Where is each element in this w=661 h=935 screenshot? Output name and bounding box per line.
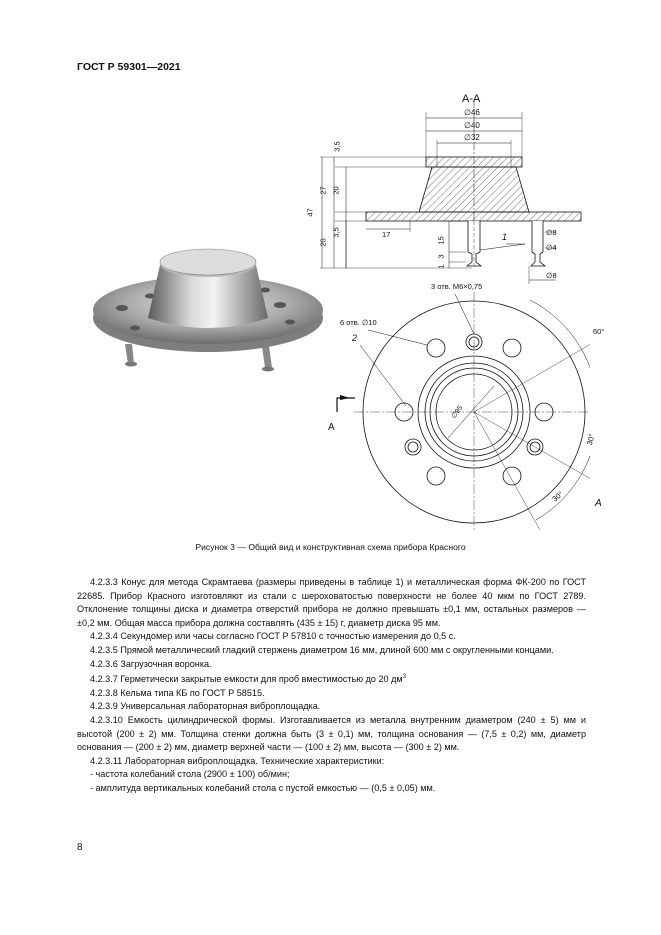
paragraph: 4.2.3.6 Загрузочная воронка. [90,658,212,669]
paragraph: 4.2.3.10 Емкость цилиндрической формы. Изготавливается из металла внутренним диаметром (240 ± 5) мм и высотой (200 ± 2) мм. Толщина стенки должна быть (3 ± 0,1) мм, толщина основания — (7,5 ± 0,2) мм, диаметр основания — (200 ± 2) мм, диаметр верхней части — (100 ± 2) мм, высота — (300 ± 2) мм. [77,714,586,753]
section-label: А-А [462,93,481,105]
paragraph-text: 4.2.3.7 Герметически закрытые емкости для проб вместимостью до 20 дм [90,674,403,685]
dim-d40: ∅40 [464,121,480,130]
angle-30a: 30° [584,432,597,447]
superscript: 3 [402,674,407,681]
dim-h15: 15 [436,236,446,245]
page-number: 8 [77,842,83,853]
dim-d4: ∅4 [546,243,557,252]
standard-header: ГОСТ Р 59301—2021 [77,61,181,73]
angle-60: 60° [593,327,605,336]
dim-h35b: 3,5 [331,227,341,238]
paragraph [77,671,586,687]
figure-caption: Рисунок 3 — Общий вид и конструктивная схема прибора Красного [195,542,466,552]
dim-d32: ∅32 [464,133,480,142]
section-mark-right: А [595,498,602,509]
device-photo [93,249,323,372]
dim-h35a: 3,5 [332,141,342,152]
paragraph: 4.2.3.11 Лабораторная виброплощадка. Технические характеристики: [90,755,385,766]
callout-1: 1 [502,232,508,242]
paragraph: 4.2.3.4 Секундомер или часы согласно ГОСТ Р 57810 с точностью измерения до 0,5 с. [90,631,456,642]
callout-2: 2 [352,333,358,343]
paragraph: - амплитуда вертикальных колебаний стола с пустой емкостью — (0,5 ± 0,05) мм. [90,782,436,793]
dim-h20b: 20 [318,238,328,247]
paragraph: 4.2.3.8 Кельма типа КБ по ГОСТ Р 58515. [90,687,265,698]
dim-h20a: 20 [331,186,341,195]
paragraph: 4.2.3.3 Конус для метода Скрамтаева (размеры приведены в таблице 1) и металлическая форма ФК-200 по ГОСТ 22685. Прибор Красного изготовляют из стали с шероховатостью поверхности не более 40 мкм по ГОСТ 2789. Отклонение толщины диска и диаметра отверстий прибора не должно превышать ±0,1 мм, остальных размеров — ±0,2 мм. Общая масса прибора должна составлять (435 ± 15) г, диаметр диска 95 мм. [77,577,586,628]
section-drawing [320,100,581,284]
paragraph: 4.2.3.5 Прямой металлический гладкий стержень диаметром 16 мм, длиной 600 мм с округленными концами. [90,644,554,655]
angle-30b: 30° [550,489,565,504]
dim-h3: 3 [436,254,446,259]
body-text [77,576,586,796]
figure-3 [90,90,605,530]
dim-h47: 47 [305,208,315,217]
paragraph: 4.2.3.9 Универсальная лабораторная виброплощадка. [90,701,321,712]
dim-h27: 27 [318,186,328,195]
dim-d95: ∅95 [450,404,465,420]
dim-d46: ∅46 [464,108,480,117]
holes-plain-label: 6 отв. ∅10 [340,318,377,327]
holes-threaded-label: 3 отв. М6×0,75 [431,282,483,291]
dim-d8b: ∅8 [546,271,557,280]
dim-w17: 17 [382,230,391,239]
paragraph: - частота колебаний стола (2900 ± 100) об/мин; [90,769,290,780]
section-mark-left: А [328,422,335,433]
dim-d8a: ∅8 [546,228,557,237]
dim-h1: 1 [436,264,446,269]
